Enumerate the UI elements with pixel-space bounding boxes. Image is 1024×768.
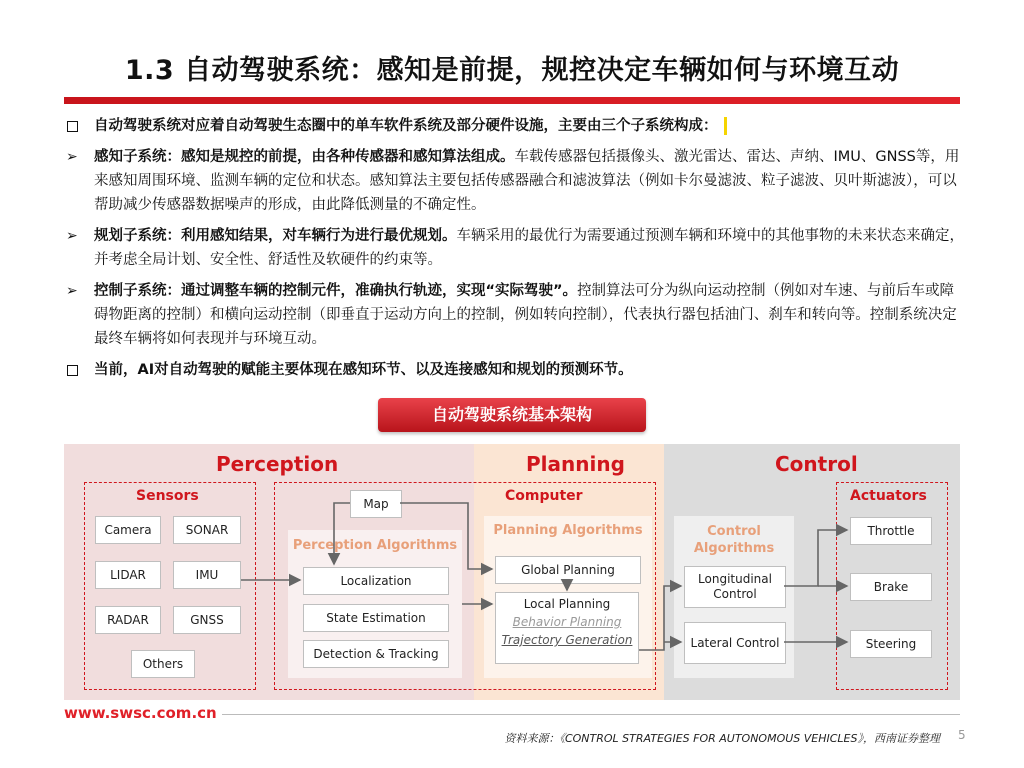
sensor-lidar: LIDAR (95, 561, 161, 589)
zone-label-control: Control (775, 452, 858, 476)
page-number: 5 (958, 728, 966, 742)
arrow-bullet-icon: ➢ (66, 283, 78, 299)
zone-label-planning: Planning (526, 452, 625, 476)
sensor-others: Others (131, 650, 195, 678)
control-algorithms-label: Control Algorithms (693, 524, 775, 556)
sensor-imu: IMU (173, 561, 241, 589)
actuator-brake: Brake (850, 573, 932, 601)
bullet-planning-text: 车辆采用的最优行为需要通过预测车辆和环境中的其他事物的未来状态来确定，并考虑全局计划、安全性、舒适性及软硬件的约束等。 (94, 228, 964, 268)
global-planning-box: Global Planning (495, 556, 641, 584)
zone-label-perception: Perception (216, 452, 339, 476)
bullet-planning-bold: 规划子系统：利用感知结果，对车辆行为进行最优规划。 (94, 228, 457, 244)
map-box: Map (350, 490, 402, 518)
sensor-camera: Camera (95, 516, 161, 544)
arrow-bullet-icon: ➢ (66, 228, 78, 244)
bullet-perception-text: 车载传感器包括摄像头、激光雷达、雷达、声纳、IMU、GNSS等，用来感知周围环境、监测车辆的定位和状态。感知算法主要包括传感器融合和滤波算法（例如卡尔曼滤波、粒子滤波、贝叶斯滤波），可以帮助减少传感器数据噪声的形成，由此降低测量的不确定性。 (94, 149, 960, 213)
localization-box: Localization (303, 567, 449, 595)
local-planning-label: Local Planning (523, 597, 611, 611)
detection-tracking-box: Detection & Tracking (303, 640, 449, 668)
trajectory-generation-label: Trajectory Generation (501, 633, 633, 647)
sensor-gnss: GNSS (173, 606, 241, 634)
footer-rule (222, 714, 960, 715)
bullet-perception-bold: 感知子系统：感知是规控的前提，由各种传感器和感知算法组成。 (94, 149, 515, 165)
bullet-ai-text: 当前，AI对自动驾驶的赋能主要体现在感知环节、以及连接感知和规划的预测环节。 (94, 362, 633, 378)
computer-label: Computer (505, 488, 583, 504)
actuator-steering: Steering (850, 630, 932, 658)
behavior-planning-label: Behavior Planning (512, 615, 622, 629)
page-title: 1.3 自动驾驶系统：感知是前提，规控决定车辆如何与环境互动 (124, 55, 900, 86)
bullet-control-text: 控制算法可分为纵向运动控制（例如对车速、与前后车或障碍物距离的控制）和横向运动控制（即垂直于运动方向上的控制，例如转向控制），代表执行器包括油门、刹车和转向等。控制系统决定最终车辆将如何表现并与环境互动。 (94, 283, 957, 347)
footer-url[interactable]: www.swsc.com.cn (64, 704, 217, 722)
state-estimation-box: State Estimation (303, 604, 449, 632)
perception-algorithms-label: Perception Algorithms (292, 538, 458, 553)
sensors-label: Sensors (136, 488, 199, 504)
longitudinal-control-box: Longitudinal Control (684, 566, 786, 608)
bullet-intro-text: 自动驾驶系统对应着自动驾驶生态圈中的单车软件系统及部分硬件设施，主要由三个子系统构成： (94, 118, 718, 134)
bullet-control-bold: 控制子系统：通过调整车辆的控制元件，准确执行轨迹，实现“实际驾驶”。 (94, 283, 578, 299)
arrow-bullet-icon: ➢ (66, 149, 78, 165)
sensor-radar: RADAR (95, 606, 161, 634)
actuator-throttle: Throttle (850, 517, 932, 545)
arrow-map-to-planning (400, 503, 492, 569)
arrow-map-to-perception (334, 503, 350, 564)
source-note: 资料来源：《CONTROL STRATEGIES FOR AUTONOMOUS VEHICLES》，西南证券整理 (504, 732, 940, 745)
arrow-to-throttle (784, 530, 847, 586)
sensor-sonar: SONAR (173, 516, 241, 544)
diagram-title-banner: 自动驾驶系统基本架构 (378, 398, 646, 432)
actuators-label: Actuators (850, 488, 927, 504)
arrow-planning-to-longitudinal (639, 586, 681, 650)
planning-algorithms-label: Planning Algorithms (493, 523, 643, 538)
lateral-control-box: Lateral Control (684, 622, 786, 664)
